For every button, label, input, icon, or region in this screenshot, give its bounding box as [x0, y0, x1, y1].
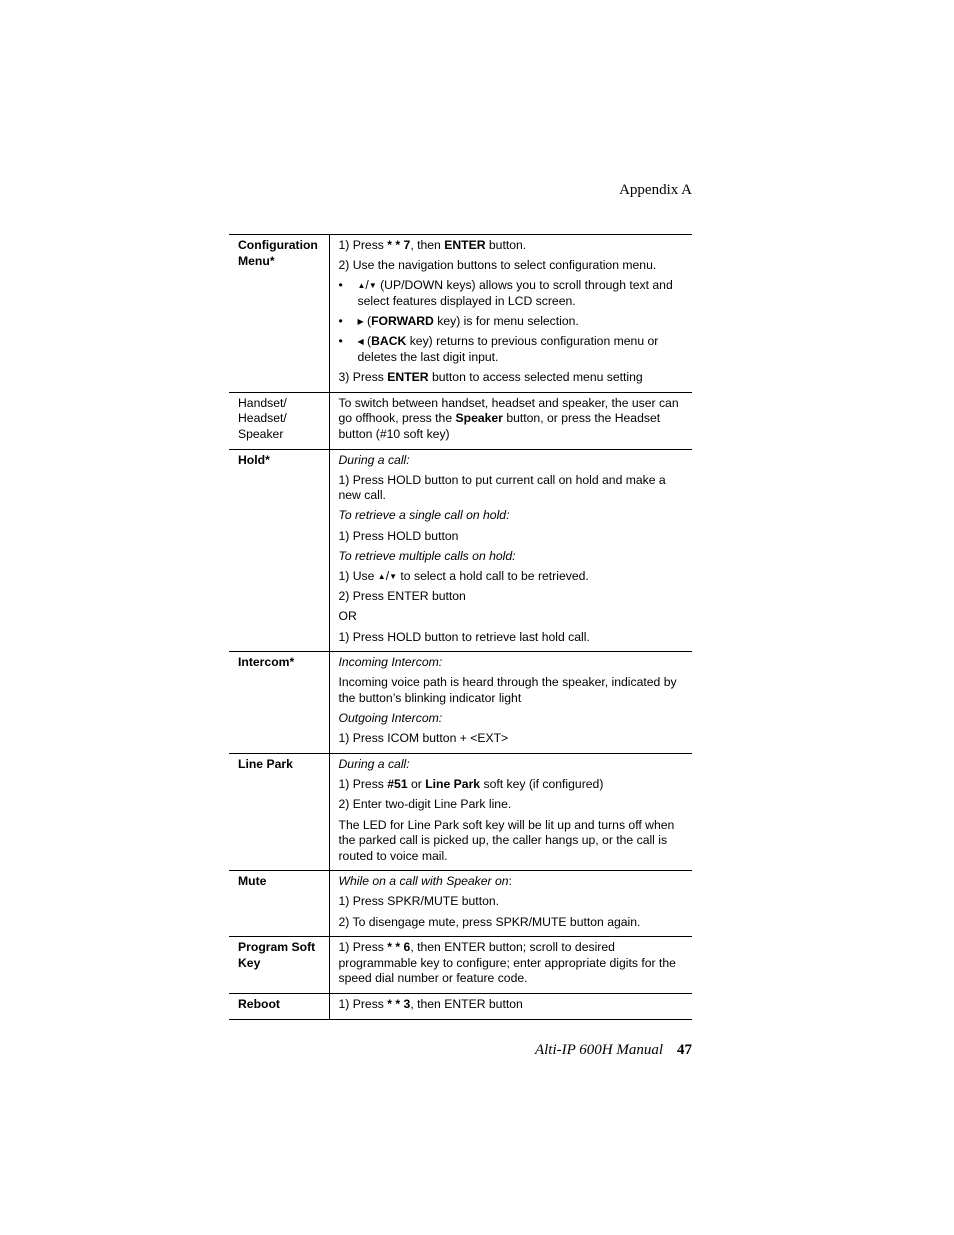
step-text: 1) Press * * 6, then ENTER button; scroll to desired programmable key to configure; enter appropriate digits for the speed dial number or feature code. — [338, 940, 676, 986]
subheading: Incoming Intercom: — [338, 655, 443, 670]
bullet-item: • ▲/▼ (UP/DOWN keys) allows you to scroll through text and select features displayed in LCD screen. — [338, 278, 673, 308]
subheading: To retrieve a single call on hold: — [338, 508, 510, 523]
step-text: 1) Use ▲/▼ to select a hold call to be retrieved. — [338, 569, 589, 584]
feature-description — [329, 994, 692, 1020]
feature-description — [329, 392, 692, 449]
feature-description — [329, 449, 692, 652]
down-arrow-icon: ▼ — [389, 572, 398, 582]
feature-name: Reboot — [229, 994, 329, 1020]
table-row — [229, 753, 692, 870]
step-text: 2) Press ENTER button — [338, 589, 466, 604]
table-row — [229, 235, 692, 393]
page-number: 47 — [677, 1042, 692, 1058]
running-header: Appendix A — [619, 182, 692, 198]
table-row — [229, 937, 692, 994]
feature-name: Configuration Menu* — [229, 235, 329, 393]
step-text: 3) Press ENTER button to access selected menu setting — [338, 370, 643, 385]
table-row — [229, 392, 692, 449]
manual-title: Alti-IP 600H Manual — [534, 1042, 663, 1058]
step-text: 1) Press HOLD button to retrieve last hold call. — [338, 629, 590, 644]
feature-description — [329, 937, 692, 994]
step-text: To switch between handset, headset and speaker, the user can go offhook, press the Speaker button, or press the Headset button (#10 soft key) — [338, 395, 679, 441]
slash-glyph: / — [385, 569, 390, 584]
left-arrow-icon: ◀ — [357, 337, 364, 347]
step-text: Incoming voice path is heard through the speaker, indicated by the button’s blinking indicator light — [338, 675, 677, 705]
bullet-icon: • — [338, 278, 343, 293]
step-text: The LED for Line Park soft key will be lit up and turns off when the parked call is picked up, the caller hangs up, or the call is routed to voice mail. — [338, 817, 675, 863]
feature-description — [329, 235, 692, 393]
feature-name: Handset/ Headset/ Speaker — [229, 392, 329, 449]
bullet-icon: • — [338, 314, 343, 329]
step-text: 2) Use the navigation buttons to select configuration menu. — [338, 258, 657, 273]
feature-name: Line Park — [229, 753, 329, 870]
step-text: 2) To disengage mute, press SPKR/MUTE button again. — [338, 914, 641, 929]
subheading: To retrieve multiple calls on hold: — [338, 548, 516, 563]
bullet-icon: • — [338, 334, 343, 349]
down-arrow-icon: ▼ — [368, 281, 377, 291]
feature-name: Program Soft Key — [229, 937, 329, 994]
step-text: OR — [338, 609, 357, 624]
step-text: 1) Press * * 3, then ENTER button — [338, 997, 523, 1012]
feature-name: Hold* — [229, 449, 329, 652]
step-text: 1) Press #51 or Line Park soft key (if configured) — [338, 777, 604, 792]
running-footer — [535, 1042, 692, 1059]
step-text: 1) Press HOLD button — [338, 528, 459, 543]
right-arrow-icon: ▶ — [357, 317, 364, 327]
table-row — [229, 871, 692, 937]
feature-description — [329, 652, 692, 754]
step-text: 1) Press SPKR/MUTE button. — [338, 894, 500, 909]
table-row — [229, 652, 692, 754]
slash-glyph: / — [365, 278, 369, 293]
step-text: 1) Press ICOM button + <EXT> — [338, 731, 509, 746]
feature-name: Mute — [229, 871, 329, 937]
step-text: 1) Press HOLD button to put current call on hold and make a new call. — [338, 472, 666, 503]
subheading: Outgoing Intercom: — [338, 711, 443, 726]
subheading: During a call: — [338, 452, 410, 467]
subheading: During a call: — [338, 756, 410, 771]
feature-description — [329, 871, 692, 937]
bullet-item: • ▶ (FORWARD key) is for menu selection. — [338, 314, 579, 329]
feature-name: Intercom* — [229, 652, 329, 754]
bullet-item: • ◀ (BACK key) returns to previous configuration menu or deletes the last digit input. — [338, 334, 659, 364]
up-arrow-icon: ▲ — [357, 281, 366, 291]
step-text: 2) Enter two-digit Line Park line. — [338, 797, 512, 812]
subheading: While on a call with Speaker on: — [338, 874, 512, 889]
up-arrow-icon: ▲ — [377, 572, 386, 582]
table-row — [229, 449, 692, 652]
step-text: 1) Press * * 7, then ENTER button. — [338, 238, 527, 252]
feature-reference-table — [229, 234, 692, 1020]
table-row — [229, 994, 692, 1020]
feature-description — [329, 753, 692, 870]
